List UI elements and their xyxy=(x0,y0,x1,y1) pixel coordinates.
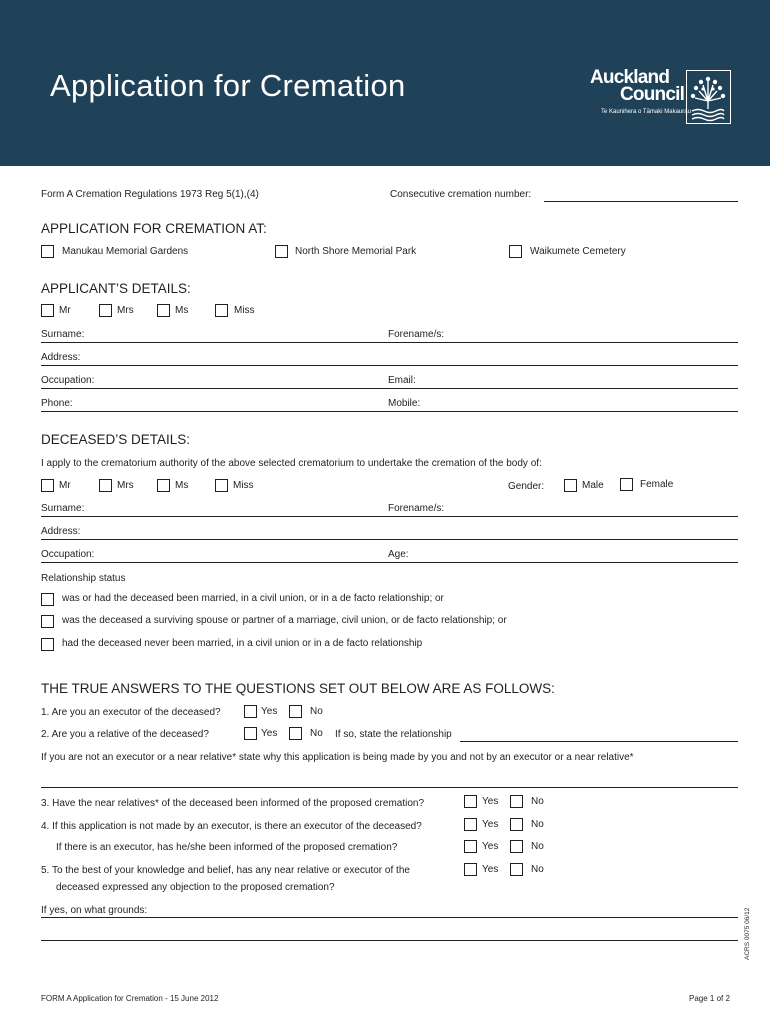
checkbox-deceased-mrs[interactable] xyxy=(99,479,112,492)
applicant-forename-label: Forename/s: xyxy=(388,329,445,340)
logo-tagline: Te Kaunihera o Tāmaki Makaurau xyxy=(601,109,691,115)
question-4-text: 4. If this application is not made by an executor, is there an executor of the deceased? xyxy=(41,821,422,832)
checkbox-gender-female[interactable] xyxy=(620,478,633,491)
not-executor-instruction: If you are not an executor or a near relative* state why this application is being made by you and not by an executor or a near relative* xyxy=(41,752,634,763)
applicant-email-label: Email: xyxy=(388,375,416,386)
checkbox-q2-yes[interactable] xyxy=(244,727,257,740)
deceased-occupation-age-field[interactable] xyxy=(41,562,738,563)
auckland-council-logo xyxy=(590,68,732,126)
q4b-yes-label: Yes xyxy=(482,841,499,852)
applicant-title-mrs: Mrs xyxy=(117,305,134,316)
deceased-address-field[interactable] xyxy=(41,539,738,540)
deceased-title-ms: Ms xyxy=(175,480,189,491)
checkbox-q4-yes[interactable] xyxy=(464,818,477,831)
checkbox-q4-no[interactable] xyxy=(510,818,523,831)
applicant-occupation-label: Occupation: xyxy=(41,375,95,386)
q2-yes-label: Yes xyxy=(261,728,278,739)
applicant-phone-label: Phone: xyxy=(41,398,73,409)
checkbox-relationship-married[interactable] xyxy=(41,593,54,606)
relationship-option-married: was or had the deceased been married, in a civil union, or in a de facto relationship; or xyxy=(62,593,444,604)
section-heading-application-at: APPLICATION FOR CREMATION AT: xyxy=(41,221,267,236)
applicant-name-field[interactable] xyxy=(41,342,738,343)
pohutukawa-tree-icon xyxy=(686,70,731,124)
deceased-title-mr: Mr xyxy=(59,480,71,491)
not-executor-reason-field[interactable] xyxy=(41,787,738,788)
checkbox-q3-yes[interactable] xyxy=(464,795,477,808)
q2-relationship-label: If so, state the relationship xyxy=(335,729,452,740)
checkbox-q5-yes[interactable] xyxy=(464,863,477,876)
section-heading-questions: THE TRUE ANSWERS TO THE QUESTIONS SET OUT BELOW ARE AS FOLLOWS: xyxy=(41,681,555,696)
checkbox-manukau[interactable] xyxy=(41,245,54,258)
checkbox-q4b-no[interactable] xyxy=(510,840,523,853)
question-5-text-line1: 5. To the best of your knowledge and belief, has any near relative or executor of the xyxy=(41,865,410,876)
page-title: Application for Cremation xyxy=(50,68,406,103)
checkbox-applicant-mrs[interactable] xyxy=(99,304,112,317)
applicant-title-mr: Mr xyxy=(59,305,71,316)
section-heading-applicant: APPLICANT’S DETAILS: xyxy=(41,281,191,296)
checkbox-gender-male[interactable] xyxy=(564,479,577,492)
checkbox-applicant-ms[interactable] xyxy=(157,304,170,317)
applicant-address-label: Address: xyxy=(41,352,81,363)
q1-yes-label: Yes xyxy=(261,706,278,717)
applicant-surname-label: Surname: xyxy=(41,329,85,340)
deceased-name-field[interactable] xyxy=(41,516,738,517)
deceased-surname-label: Surname: xyxy=(41,503,85,514)
checkbox-north-shore[interactable] xyxy=(275,245,288,258)
q4b-no-label: No xyxy=(531,841,544,852)
applicant-title-ms: Ms xyxy=(175,305,189,316)
checkbox-q5-no[interactable] xyxy=(510,863,523,876)
question-2-text: 2. Are you a relative of the deceased? xyxy=(41,729,209,740)
checkbox-relationship-surviving[interactable] xyxy=(41,615,54,628)
relationship-status-label: Relationship status xyxy=(41,573,126,584)
footer-page-number: Page 1 of 2 xyxy=(689,994,730,1003)
applicant-phone-field[interactable] xyxy=(41,411,738,412)
question-3-text: 3. Have the near relatives* of the deceased been informed of the proposed cremation? xyxy=(41,798,425,809)
checkbox-q4b-yes[interactable] xyxy=(464,840,477,853)
checkbox-deceased-ms[interactable] xyxy=(157,479,170,492)
checkbox-deceased-miss[interactable] xyxy=(215,479,228,492)
consecutive-number-field[interactable] xyxy=(544,201,738,202)
deceased-address-label: Address: xyxy=(41,526,81,537)
applicant-title-miss: Miss xyxy=(234,305,255,316)
gender-option-female: Female xyxy=(640,479,674,490)
checkbox-q1-no[interactable] xyxy=(289,705,302,718)
q1-no-label: No xyxy=(310,706,323,717)
checkbox-applicant-mr[interactable] xyxy=(41,304,54,317)
option-label-waikumete: Waikumete Cemetery xyxy=(530,246,626,257)
q2-no-label: No xyxy=(310,728,323,739)
option-label-manukau: Manukau Memorial Gardens xyxy=(62,246,189,257)
deceased-intro-text: I apply to the crematorium authority of the above selected crematorium to undertake the cremation of the body of: xyxy=(41,458,542,469)
q3-no-label: No xyxy=(531,796,544,807)
q3-yes-label: Yes xyxy=(482,796,499,807)
q4-no-label: No xyxy=(531,819,544,830)
logo-word-auckland: Auckland xyxy=(590,67,670,88)
consecutive-number-label: Consecutive cremation number: xyxy=(390,189,532,200)
deceased-age-label: Age: xyxy=(388,549,409,560)
question-4b-text: If there is an executor, has he/she been informed of the proposed cremation? xyxy=(56,842,398,853)
deceased-occupation-label: Occupation: xyxy=(41,549,95,560)
deceased-forename-label: Forename/s: xyxy=(388,503,445,514)
deceased-title-mrs: Mrs xyxy=(117,480,134,491)
applicant-mobile-label: Mobile: xyxy=(388,398,421,409)
form-reference: Form A Cremation Regulations 1973 Reg 5(1),(4) xyxy=(41,189,259,200)
checkbox-q3-no[interactable] xyxy=(510,795,523,808)
question-1-text: 1. Are you an executor of the deceased? xyxy=(41,707,221,718)
grounds-field-line-2[interactable] xyxy=(41,940,738,941)
checkbox-applicant-miss[interactable] xyxy=(215,304,228,317)
option-label-north-shore: North Shore Memorial Park xyxy=(295,246,417,257)
checkbox-q1-yes[interactable] xyxy=(244,705,257,718)
question-5-text-line2: deceased expressed any objection to the proposed cremation? xyxy=(56,882,335,893)
checkbox-deceased-mr[interactable] xyxy=(41,479,54,492)
relationship-option-surviving: was the deceased a surviving spouse or partner of a marriage, civil union, or de facto relationship; or xyxy=(62,615,507,626)
section-heading-deceased: DECEASED’S DETAILS: xyxy=(41,432,191,447)
gender-option-male: Male xyxy=(582,480,604,491)
gender-label: Gender: xyxy=(508,481,545,492)
applicant-address-field[interactable] xyxy=(41,365,738,366)
q5-yes-label: Yes xyxy=(482,864,499,875)
deceased-title-miss: Miss xyxy=(233,480,254,491)
q2-relationship-field[interactable] xyxy=(460,741,738,742)
q4-yes-label: Yes xyxy=(482,819,499,830)
relationship-option-never: had the deceased never been married, in a civil union or in a de facto relationship xyxy=(62,638,423,649)
checkbox-q2-no[interactable] xyxy=(289,727,302,740)
footer-form-name: FORM A Application for Cremation - 15 June 2012 xyxy=(41,994,219,1003)
grounds-field-line-1[interactable] xyxy=(41,917,738,918)
checkbox-relationship-never[interactable] xyxy=(41,638,54,651)
grounds-label: If yes, on what grounds: xyxy=(41,905,148,916)
q5-no-label: No xyxy=(531,864,544,875)
form-code: ACRS 0075 06/12 xyxy=(744,907,751,960)
checkbox-waikumete[interactable] xyxy=(509,245,522,258)
applicant-occupation-email-field[interactable] xyxy=(41,388,738,389)
logo-word-council: Council xyxy=(620,84,685,105)
